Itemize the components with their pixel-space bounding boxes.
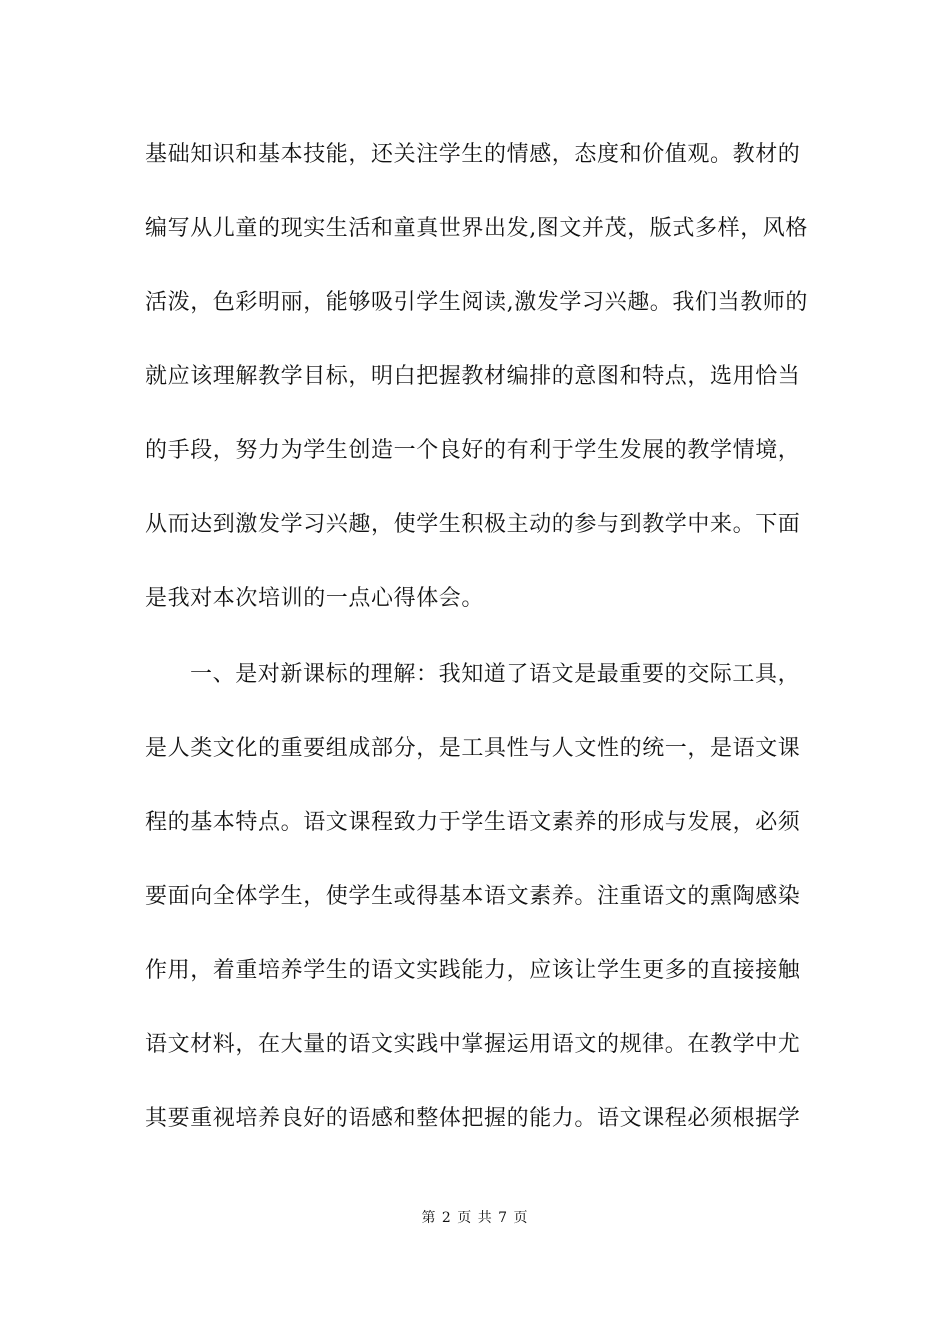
body-text-line: 基础知识和基本技能，还关注学生的情感，态度和价值观。教材的 [145,142,801,167]
body-text-line: 作用，着重培养学生的语文实践能力，应该让学生更多的直接接触 [145,958,801,983]
body-text-line: 要面向全体学生，使学生或得基本语文素养。注重语文的熏陶感染 [145,884,801,909]
body-text-line: 的手段，努力为学生创造一个良好的有利于学生发展的教学情境， [145,438,801,463]
body-text-line: 程的基本特点。语文课程致力于学生语文素养的形成与发展，必须 [145,810,801,835]
body-text-line: 是我对本次培训的一点心得体会。 [145,586,485,611]
body-text-line: 编写从儿童的现实生活和童真世界出发,图文并茂，版式多样，风格 [145,216,808,241]
body-text-line: 活泼，色彩明丽，能够吸引学生阅读,激发学习兴趣。我们当教师的 [145,290,808,315]
body-text-line: 其要重视培养良好的语感和整体把握的能力。语文课程必须根据学 [145,1106,801,1131]
body-text-line: 就应该理解教学目标，明白把握教材编排的意图和特点，选用恰当 [145,364,801,389]
paragraph-start-line: 一、是对新课标的理解：我知道了语文是最重要的交际工具， [190,662,801,687]
body-text-line: 从而达到激发学习兴趣，使学生积极主动的参与到教学中来。下面 [145,512,801,537]
body-text-line: 语文材料，在大量的语文实践中掌握运用语文的规律。在教学中尤 [145,1032,801,1057]
page-number-footer: 第 2 页 共 7 页 [421,1210,529,1226]
body-text-line: 是人类文化的重要组成部分，是工具性与人文性的统一，是语文课 [145,736,801,761]
